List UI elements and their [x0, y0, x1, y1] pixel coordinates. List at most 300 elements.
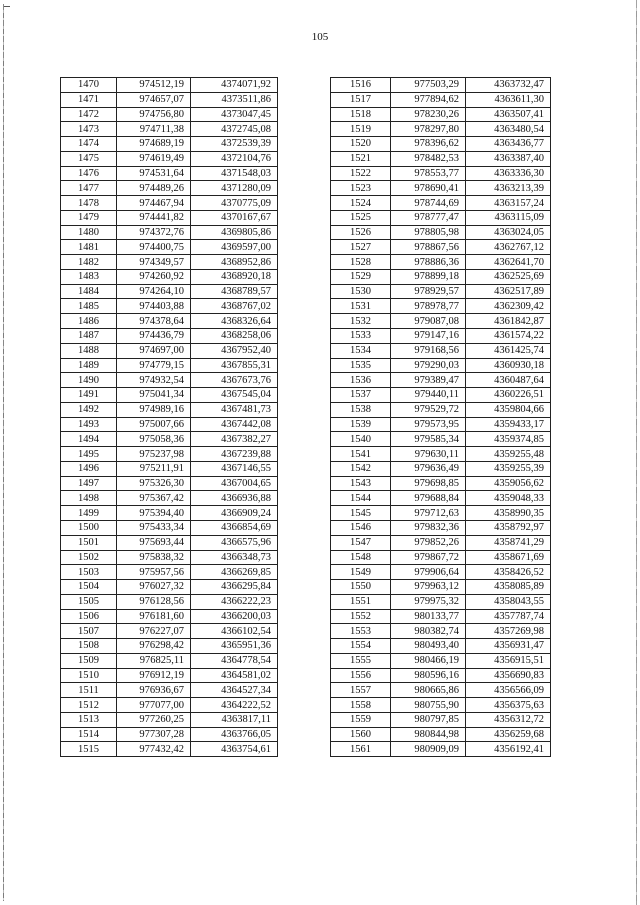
x-coordinate-cell: 977307,28	[117, 727, 191, 742]
point-number-cell: 1480	[61, 225, 117, 240]
point-number-cell: 1528	[331, 255, 391, 270]
x-coordinate-cell: 974441,82	[117, 210, 191, 225]
x-coordinate-cell: 974372,76	[117, 225, 191, 240]
x-coordinate-cell: 979087,08	[391, 314, 466, 329]
x-coordinate-cell: 979573,95	[391, 417, 466, 432]
x-coordinate-cell: 974489,26	[117, 181, 191, 196]
table-row	[61, 137, 278, 152]
table-row	[61, 78, 278, 93]
y-coordinate-cell: 4358085,89	[466, 580, 551, 595]
y-coordinate-cell: 4363507,41	[466, 107, 551, 122]
table-row	[331, 683, 551, 698]
y-coordinate-cell: 4361842,87	[466, 314, 551, 329]
table-row	[331, 727, 551, 742]
y-coordinate-cell: 4368326,64	[191, 314, 278, 329]
x-coordinate-cell: 974711,38	[117, 122, 191, 137]
x-coordinate-cell: 974689,19	[117, 137, 191, 152]
point-number-cell: 1490	[61, 373, 117, 388]
table-row	[331, 225, 551, 240]
y-coordinate-cell: 4368920,18	[191, 269, 278, 284]
y-coordinate-cell: 4366102,54	[191, 624, 278, 639]
table-row	[331, 712, 551, 727]
y-coordinate-cell: 4366222,23	[191, 594, 278, 609]
point-number-cell: 1521	[331, 151, 391, 166]
point-number-cell: 1508	[61, 639, 117, 654]
point-number-cell: 1501	[61, 535, 117, 550]
table-row	[61, 417, 278, 432]
point-number-cell: 1543	[331, 476, 391, 491]
point-number-cell: 1532	[331, 314, 391, 329]
y-coordinate-cell: 4371280,09	[191, 181, 278, 196]
page-number: 105	[311, 31, 329, 43]
x-coordinate-cell: 974657,07	[117, 92, 191, 107]
x-coordinate-cell: 977077,00	[117, 698, 191, 713]
x-coordinate-cell: 975394,40	[117, 506, 191, 521]
y-coordinate-cell: 4362641,70	[466, 255, 551, 270]
y-coordinate-cell: 4356259,68	[466, 727, 551, 742]
y-coordinate-cell: 4370775,09	[191, 196, 278, 211]
y-coordinate-cell: 4357269,98	[466, 624, 551, 639]
x-coordinate-cell: 979688,84	[391, 491, 466, 506]
table-row	[61, 668, 278, 683]
y-coordinate-cell: 4358990,35	[466, 506, 551, 521]
table-row	[61, 461, 278, 476]
table-row	[61, 299, 278, 314]
point-number-cell: 1500	[61, 520, 117, 535]
x-coordinate-cell: 978744,69	[391, 196, 466, 211]
y-coordinate-cell: 4365951,36	[191, 639, 278, 654]
point-number-cell: 1529	[331, 269, 391, 284]
point-number-cell: 1507	[61, 624, 117, 639]
x-coordinate-cell: 980596,16	[391, 668, 466, 683]
y-coordinate-cell: 4368952,86	[191, 255, 278, 270]
point-number-cell: 1560	[331, 727, 391, 742]
table-row	[331, 78, 551, 93]
y-coordinate-cell: 4362525,69	[466, 269, 551, 284]
table-row	[331, 181, 551, 196]
table-row	[331, 166, 551, 181]
point-number-cell: 1489	[61, 358, 117, 373]
table-row	[61, 225, 278, 240]
table-row	[61, 653, 278, 668]
point-number-cell: 1477	[61, 181, 117, 196]
point-number-cell: 1484	[61, 284, 117, 299]
y-coordinate-cell: 4368767,02	[191, 299, 278, 314]
x-coordinate-cell: 976936,67	[117, 683, 191, 698]
table-row	[331, 432, 551, 447]
y-coordinate-cell: 4367481,73	[191, 402, 278, 417]
table-row	[61, 284, 278, 299]
table-row	[331, 107, 551, 122]
point-number-cell: 1557	[331, 683, 391, 698]
table-row	[61, 107, 278, 122]
x-coordinate-cell: 976298,42	[117, 639, 191, 654]
x-coordinate-cell: 974264,10	[117, 284, 191, 299]
y-coordinate-cell: 4360930,18	[466, 358, 551, 373]
point-number-cell: 1536	[331, 373, 391, 388]
point-number-cell: 1520	[331, 137, 391, 152]
table-row	[61, 476, 278, 491]
table-row	[61, 402, 278, 417]
table-row	[331, 255, 551, 270]
point-number-cell: 1535	[331, 358, 391, 373]
x-coordinate-cell: 978297,80	[391, 122, 466, 137]
x-coordinate-cell: 976825,11	[117, 653, 191, 668]
point-number-cell: 1547	[331, 535, 391, 550]
x-coordinate-cell: 975211,91	[117, 461, 191, 476]
point-number-cell: 1539	[331, 417, 391, 432]
x-coordinate-cell: 979630,11	[391, 447, 466, 462]
point-number-cell: 1515	[61, 742, 117, 757]
x-coordinate-cell: 975433,34	[117, 520, 191, 535]
point-number-cell: 1494	[61, 432, 117, 447]
x-coordinate-cell: 979832,36	[391, 520, 466, 535]
y-coordinate-cell: 4364527,34	[191, 683, 278, 698]
y-coordinate-cell: 4363387,40	[466, 151, 551, 166]
point-number-cell: 1542	[331, 461, 391, 476]
x-coordinate-cell: 980665,86	[391, 683, 466, 698]
table-row	[331, 417, 551, 432]
x-coordinate-cell: 974403,88	[117, 299, 191, 314]
table-row	[61, 210, 278, 225]
table-row	[331, 461, 551, 476]
coordinates-table-right	[330, 77, 551, 757]
scan-edge-right	[636, 0, 637, 905]
point-number-cell: 1526	[331, 225, 391, 240]
table-row	[331, 550, 551, 565]
point-number-cell: 1474	[61, 137, 117, 152]
y-coordinate-cell: 4367239,88	[191, 447, 278, 462]
point-number-cell: 1471	[61, 92, 117, 107]
point-number-cell: 1522	[331, 166, 391, 181]
table-row	[61, 580, 278, 595]
y-coordinate-cell: 4359048,33	[466, 491, 551, 506]
y-coordinate-cell: 4362517,89	[466, 284, 551, 299]
x-coordinate-cell: 975237,98	[117, 447, 191, 462]
y-coordinate-cell: 4363213,39	[466, 181, 551, 196]
y-coordinate-cell: 4356931,47	[466, 639, 551, 654]
table-row	[61, 535, 278, 550]
x-coordinate-cell: 979440,11	[391, 388, 466, 403]
y-coordinate-cell: 4357787,74	[466, 609, 551, 624]
x-coordinate-cell: 979712,63	[391, 506, 466, 521]
table-row	[61, 151, 278, 166]
x-coordinate-cell: 974697,00	[117, 343, 191, 358]
x-coordinate-cell: 974467,94	[117, 196, 191, 211]
table-row	[61, 122, 278, 137]
point-number-cell: 1473	[61, 122, 117, 137]
y-coordinate-cell: 4374071,92	[191, 78, 278, 93]
table-row	[331, 653, 551, 668]
y-coordinate-cell: 4358043,55	[466, 594, 551, 609]
x-coordinate-cell: 978929,57	[391, 284, 466, 299]
y-coordinate-cell: 4372104,76	[191, 151, 278, 166]
table-row	[331, 196, 551, 211]
table-row	[331, 388, 551, 403]
x-coordinate-cell: 976027,32	[117, 580, 191, 595]
table-row	[61, 742, 278, 757]
y-coordinate-cell: 4362767,12	[466, 240, 551, 255]
table-row	[61, 565, 278, 580]
point-number-cell: 1531	[331, 299, 391, 314]
point-number-cell: 1533	[331, 329, 391, 344]
point-number-cell: 1553	[331, 624, 391, 639]
point-number-cell: 1516	[331, 78, 391, 93]
point-number-cell: 1540	[331, 432, 391, 447]
y-coordinate-cell: 4367004,65	[191, 476, 278, 491]
table-row	[331, 329, 551, 344]
y-coordinate-cell: 4364581,02	[191, 668, 278, 683]
point-number-cell: 1546	[331, 520, 391, 535]
y-coordinate-cell: 4364222,52	[191, 698, 278, 713]
table-row	[331, 580, 551, 595]
x-coordinate-cell: 974779,15	[117, 358, 191, 373]
x-coordinate-cell: 974436,79	[117, 329, 191, 344]
y-coordinate-cell: 4359804,66	[466, 402, 551, 417]
x-coordinate-cell: 978805,98	[391, 225, 466, 240]
y-coordinate-cell: 4363115,09	[466, 210, 551, 225]
y-coordinate-cell: 4363436,77	[466, 137, 551, 152]
table-row	[61, 624, 278, 639]
x-coordinate-cell: 974260,92	[117, 269, 191, 284]
table-row	[61, 594, 278, 609]
x-coordinate-cell: 976128,56	[117, 594, 191, 609]
table-row	[331, 565, 551, 580]
x-coordinate-cell: 980844,98	[391, 727, 466, 742]
point-number-cell: 1541	[331, 447, 391, 462]
table-row	[331, 122, 551, 137]
point-number-cell: 1472	[61, 107, 117, 122]
y-coordinate-cell: 4358741,29	[466, 535, 551, 550]
point-number-cell: 1504	[61, 580, 117, 595]
point-number-cell: 1486	[61, 314, 117, 329]
y-coordinate-cell: 4366200,03	[191, 609, 278, 624]
x-coordinate-cell: 974378,64	[117, 314, 191, 329]
table-row	[331, 137, 551, 152]
table-row	[61, 712, 278, 727]
table-row	[61, 255, 278, 270]
y-coordinate-cell: 4369597,00	[191, 240, 278, 255]
y-coordinate-cell: 4363732,47	[466, 78, 551, 93]
y-coordinate-cell: 4358671,69	[466, 550, 551, 565]
point-number-cell: 1491	[61, 388, 117, 403]
table-row	[331, 535, 551, 550]
y-coordinate-cell: 4372539,39	[191, 137, 278, 152]
y-coordinate-cell: 4366348,73	[191, 550, 278, 565]
x-coordinate-cell: 978690,41	[391, 181, 466, 196]
y-coordinate-cell: 4373511,86	[191, 92, 278, 107]
point-number-cell: 1544	[331, 491, 391, 506]
x-coordinate-cell: 978777,47	[391, 210, 466, 225]
y-coordinate-cell: 4360487,64	[466, 373, 551, 388]
table-row	[331, 506, 551, 521]
x-coordinate-cell: 976227,07	[117, 624, 191, 639]
point-number-cell: 1493	[61, 417, 117, 432]
table-body-right	[331, 78, 551, 757]
point-number-cell: 1538	[331, 402, 391, 417]
x-coordinate-cell: 979852,26	[391, 535, 466, 550]
table-row	[331, 476, 551, 491]
point-number-cell: 1505	[61, 594, 117, 609]
x-coordinate-cell: 977432,42	[117, 742, 191, 757]
point-number-cell: 1525	[331, 210, 391, 225]
table-row	[331, 668, 551, 683]
table-row	[61, 698, 278, 713]
x-coordinate-cell: 979963,12	[391, 580, 466, 595]
y-coordinate-cell: 4367146,55	[191, 461, 278, 476]
table-row	[331, 520, 551, 535]
point-number-cell: 1514	[61, 727, 117, 742]
y-coordinate-cell: 4359255,39	[466, 461, 551, 476]
table-row	[61, 269, 278, 284]
point-number-cell: 1551	[331, 594, 391, 609]
point-number-cell: 1530	[331, 284, 391, 299]
x-coordinate-cell: 975693,44	[117, 535, 191, 550]
point-number-cell: 1502	[61, 550, 117, 565]
y-coordinate-cell: 4356690,83	[466, 668, 551, 683]
point-number-cell: 1479	[61, 210, 117, 225]
table-row	[61, 520, 278, 535]
table-row	[331, 284, 551, 299]
point-number-cell: 1495	[61, 447, 117, 462]
y-coordinate-cell: 4372745,08	[191, 122, 278, 137]
x-coordinate-cell: 974619,49	[117, 151, 191, 166]
table-row	[331, 698, 551, 713]
point-number-cell: 1487	[61, 329, 117, 344]
table-row	[61, 92, 278, 107]
scan-corner-mark	[4, 6, 10, 7]
point-number-cell: 1545	[331, 506, 391, 521]
x-coordinate-cell: 975041,34	[117, 388, 191, 403]
point-number-cell: 1512	[61, 698, 117, 713]
x-coordinate-cell: 978482,53	[391, 151, 466, 166]
table-row	[331, 240, 551, 255]
table-row	[331, 151, 551, 166]
table-row	[331, 92, 551, 107]
scan-edge-left	[3, 4, 4, 901]
point-number-cell: 1552	[331, 609, 391, 624]
y-coordinate-cell: 4356192,41	[466, 742, 551, 757]
y-coordinate-cell: 4373047,45	[191, 107, 278, 122]
x-coordinate-cell: 979529,72	[391, 402, 466, 417]
y-coordinate-cell: 4363157,24	[466, 196, 551, 211]
table-row	[61, 343, 278, 358]
x-coordinate-cell: 974512,19	[117, 78, 191, 93]
y-coordinate-cell: 4359433,17	[466, 417, 551, 432]
y-coordinate-cell: 4368258,06	[191, 329, 278, 344]
point-number-cell: 1517	[331, 92, 391, 107]
x-coordinate-cell: 974349,57	[117, 255, 191, 270]
x-coordinate-cell: 976912,19	[117, 668, 191, 683]
coordinates-table-left	[60, 77, 278, 757]
point-number-cell: 1481	[61, 240, 117, 255]
y-coordinate-cell: 4366936,88	[191, 491, 278, 506]
table-row	[331, 594, 551, 609]
table-row	[331, 373, 551, 388]
x-coordinate-cell: 979906,64	[391, 565, 466, 580]
y-coordinate-cell: 4362309,42	[466, 299, 551, 314]
point-number-cell: 1510	[61, 668, 117, 683]
point-number-cell: 1513	[61, 712, 117, 727]
point-number-cell: 1548	[331, 550, 391, 565]
table-row	[61, 639, 278, 654]
y-coordinate-cell: 4363611,30	[466, 92, 551, 107]
y-coordinate-cell: 4367545,04	[191, 388, 278, 403]
y-coordinate-cell: 4359255,48	[466, 447, 551, 462]
x-coordinate-cell: 979290,03	[391, 358, 466, 373]
point-number-cell: 1534	[331, 343, 391, 358]
y-coordinate-cell: 4366854,69	[191, 520, 278, 535]
table-row	[61, 447, 278, 462]
point-number-cell: 1482	[61, 255, 117, 270]
table-row	[61, 432, 278, 447]
y-coordinate-cell: 4356915,51	[466, 653, 551, 668]
x-coordinate-cell: 980382,74	[391, 624, 466, 639]
point-number-cell: 1492	[61, 402, 117, 417]
y-coordinate-cell: 4363024,05	[466, 225, 551, 240]
x-coordinate-cell: 978553,77	[391, 166, 466, 181]
x-coordinate-cell: 978230,26	[391, 107, 466, 122]
y-coordinate-cell: 4363480,54	[466, 122, 551, 137]
table-row	[331, 269, 551, 284]
x-coordinate-cell: 974932,54	[117, 373, 191, 388]
x-coordinate-cell: 980755,90	[391, 698, 466, 713]
x-coordinate-cell: 979147,16	[391, 329, 466, 344]
y-coordinate-cell: 4358426,52	[466, 565, 551, 580]
table-row	[61, 181, 278, 196]
point-number-cell: 1475	[61, 151, 117, 166]
y-coordinate-cell: 4356312,72	[466, 712, 551, 727]
point-number-cell: 1537	[331, 388, 391, 403]
table-row	[61, 609, 278, 624]
point-number-cell: 1470	[61, 78, 117, 93]
table-row	[61, 240, 278, 255]
table-row	[61, 683, 278, 698]
table-row	[331, 402, 551, 417]
point-number-cell: 1478	[61, 196, 117, 211]
x-coordinate-cell: 974531,64	[117, 166, 191, 181]
table-row	[61, 506, 278, 521]
y-coordinate-cell: 4356566,09	[466, 683, 551, 698]
y-coordinate-cell: 4368789,57	[191, 284, 278, 299]
table-row	[61, 329, 278, 344]
table-body-left	[61, 78, 278, 757]
x-coordinate-cell: 975957,56	[117, 565, 191, 580]
x-coordinate-cell: 979585,34	[391, 432, 466, 447]
table-row	[331, 742, 551, 757]
table-row	[331, 299, 551, 314]
x-coordinate-cell: 975367,42	[117, 491, 191, 506]
y-coordinate-cell: 4363336,30	[466, 166, 551, 181]
y-coordinate-cell: 4360226,51	[466, 388, 551, 403]
point-number-cell: 1485	[61, 299, 117, 314]
table-row	[331, 447, 551, 462]
y-coordinate-cell: 4366909,24	[191, 506, 278, 521]
table-row	[331, 609, 551, 624]
point-number-cell: 1499	[61, 506, 117, 521]
point-number-cell: 1558	[331, 698, 391, 713]
x-coordinate-cell: 979636,49	[391, 461, 466, 476]
point-number-cell: 1524	[331, 196, 391, 211]
table-row	[61, 491, 278, 506]
point-number-cell: 1488	[61, 343, 117, 358]
y-coordinate-cell: 4361574,22	[466, 329, 551, 344]
y-coordinate-cell: 4369805,86	[191, 225, 278, 240]
point-number-cell: 1555	[331, 653, 391, 668]
table-row	[61, 550, 278, 565]
point-number-cell: 1496	[61, 461, 117, 476]
y-coordinate-cell: 4363754,61	[191, 742, 278, 757]
